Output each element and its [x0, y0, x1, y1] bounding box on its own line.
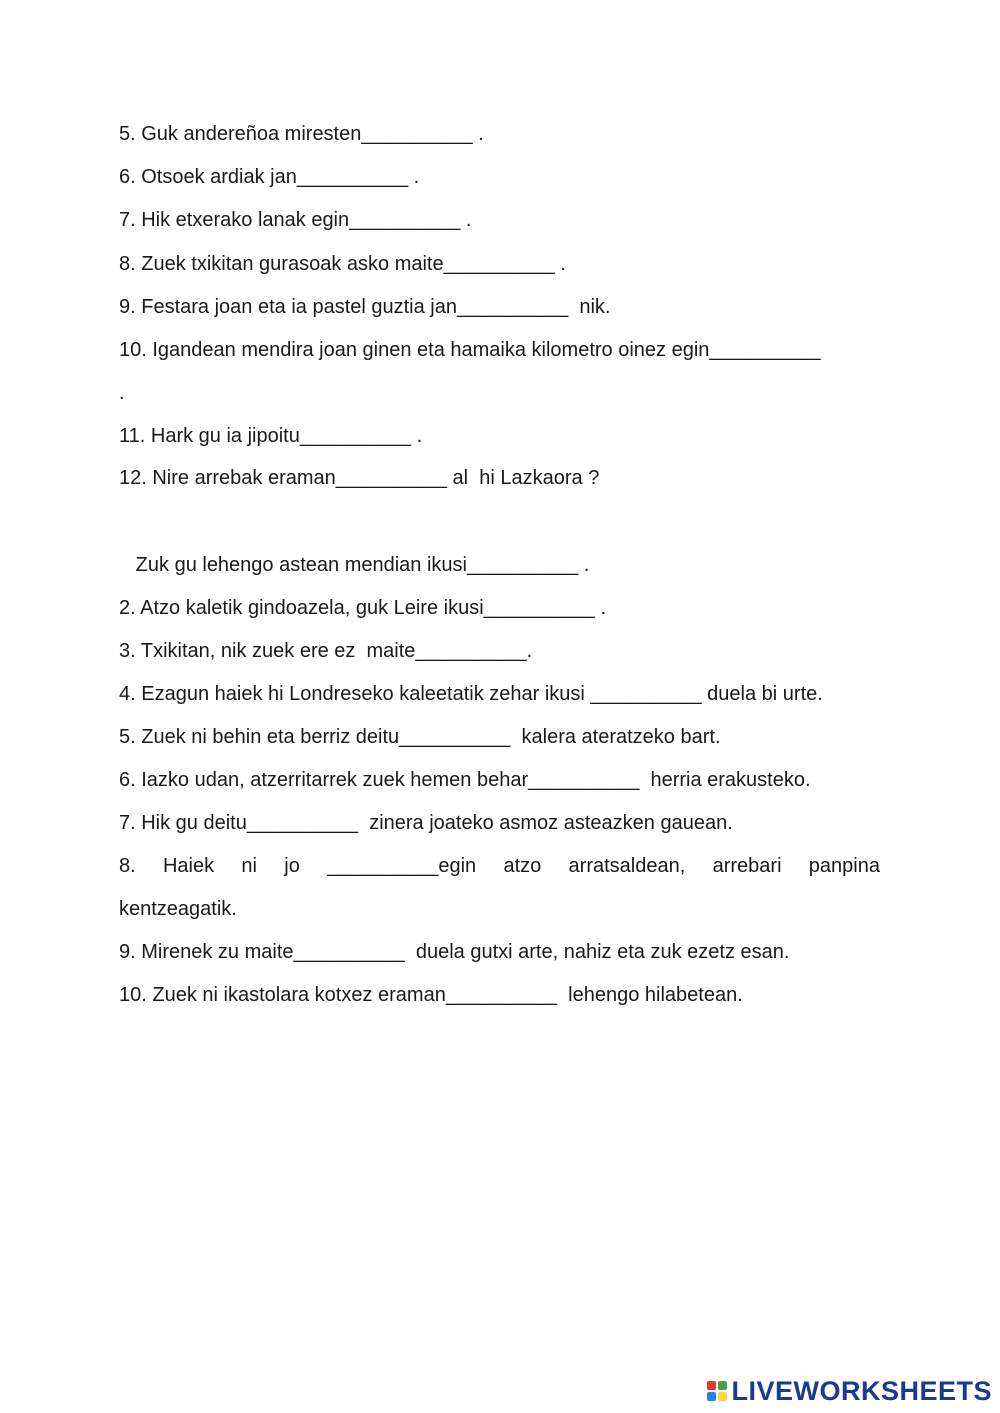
logo-text: LIVEWORKSHEETS [731, 1375, 992, 1406]
exercise-line-10: 10. Igandean mendira joan ginen eta hamaika kilometro oinez egin__________ [119, 339, 821, 361]
logo-mark-square [718, 1381, 727, 1390]
liveworksheets-logo [707, 1377, 992, 1405]
exercise2-line-6: 6. Iazko udan, atzerritarrek zuek hemen behar__________ herria erakusteko. [119, 769, 811, 791]
exercise-line-9: 9. Festara joan eta ia pastel guztia jan__________ nik. [119, 296, 611, 318]
exercise-line-8: 8. Zuek txikitan gurasoak asko maite__________ . [119, 253, 566, 275]
exercise2-line-1: Zuk gu lehengo astean mendian ikusi__________ . [119, 554, 590, 576]
exercise-line-5: 5. Guk andereñoa miresten__________ . [119, 123, 484, 145]
exercise-line-10-continuation: . [119, 382, 125, 404]
exercise-line-6: 6. Otsoek ardiak jan__________ . [119, 166, 420, 188]
exercise2-line-5: 5. Zuek ni behin eta berriz deitu__________ kalera ateratzeko bart. [119, 726, 721, 748]
exercise-line-11: 11. Hark gu ia jipoitu__________ . [119, 425, 423, 447]
exercise2-line-10: 10. Zuek ni ikastolara kotxez eraman__________ lehengo hilabetean. [119, 984, 743, 1006]
exercise2-line-2: 2. Atzo kaletik gindoazela, guk Leire ikusi__________ . [119, 597, 607, 619]
exercise2-line-7: 7. Hik gu deitu__________ zinera joateko asmoz asteazken gauean. [119, 812, 733, 834]
logo-mark-square [718, 1392, 727, 1401]
exercise-line-12: 12. Nire arrebak eraman__________ al hi Lazkaora ? [119, 467, 600, 489]
exercise2-line-8-continuation: kentzeagatik. [119, 898, 237, 920]
exercise-line-7: 7. Hik etxerako lanak egin__________ . [119, 209, 472, 231]
exercise2-line-4: 4. Ezagun haiek hi Londreseko kaleetatik zehar ikusi __________ duela bi urte. [119, 683, 823, 705]
exercise2-line-3: 3. Txikitan, nik zuek ere ez maite__________. [119, 640, 533, 662]
logo-mark-square [707, 1392, 716, 1401]
logo-mark-icon [707, 1381, 727, 1401]
logo-mark-square [707, 1381, 716, 1390]
exercise2-line-8: 8. Haiek ni jo __________egin atzo arratsaldean, arrebari panpina [119, 855, 880, 877]
exercise2-line-9: 9. Mirenek zu maite__________ duela gutxi arte, nahiz eta zuk ezetz esan. [119, 941, 790, 963]
